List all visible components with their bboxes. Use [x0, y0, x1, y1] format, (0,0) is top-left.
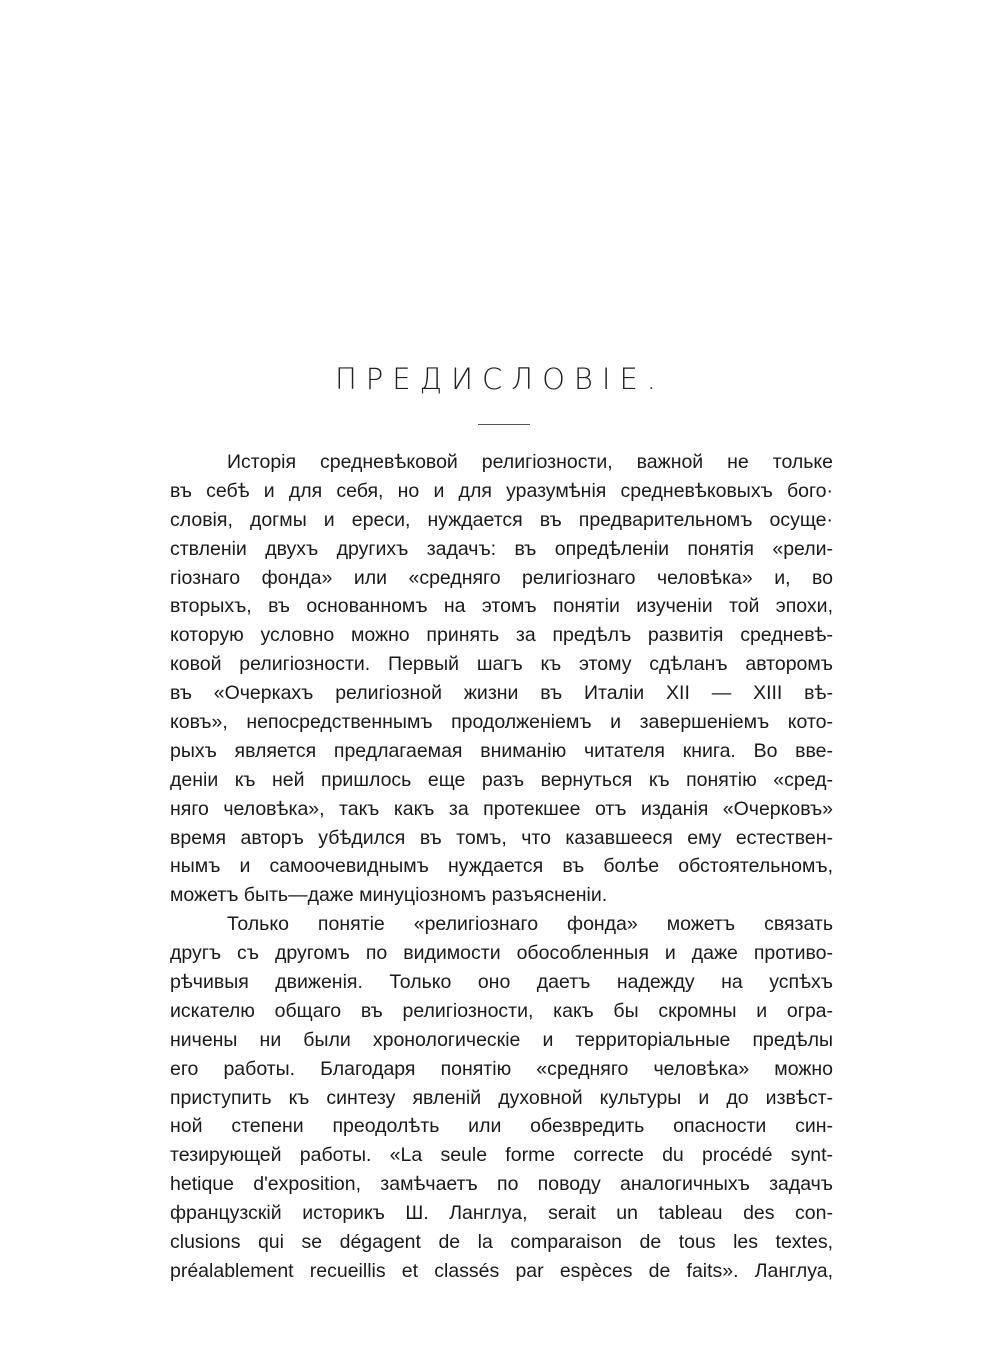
- text-line: французскій историкъ Ш. Ланглуа, serait un tableau des con-: [170, 1202, 833, 1225]
- text-line: словія, догмы и ереси, нуждается въ предварительномъ осуще·: [170, 508, 833, 531]
- text-line: въ себѣ и для себя, но и для уразумѣнія средневѣковыхъ бого·: [170, 479, 833, 502]
- text-line: которую условно можно принять за предѣлъ развитія средневѣ-: [170, 624, 833, 647]
- text-line: clusions qui se dégagent de la comparaison de tous les textes,: [170, 1231, 833, 1254]
- text-line: ничены ни были хронологическіе и территоріальные предѣлы: [170, 1028, 833, 1051]
- text-line: время авторъ убѣдился въ томъ, что казавшееся ему естествен-: [170, 826, 833, 849]
- text-line: нымъ и самоочевиднымъ нуждается въ болѣе обстоятельномъ,: [170, 855, 833, 878]
- text-line: приступить къ синтезу явленій духовной культуры и до извѣст-: [170, 1086, 833, 1109]
- text-line: няго человѣка», такъ какъ за протекшее отъ изданія «Очерковъ»: [170, 797, 833, 820]
- text-line: Только понятіе «религіознаго фонда» можетъ связать: [227, 913, 833, 936]
- text-line: можетъ быть—даже минуціозномъ разъясненіи.: [170, 884, 608, 907]
- text-line: Исторія средневѣковой религіозности, важной не тольке: [227, 451, 833, 473]
- text-line: тезирующей работы. «La seule forme correcte du procédé synt-: [170, 1144, 833, 1167]
- text-line: вторыхъ, въ основанномъ на этомъ понятіи изученіи той эпохи,: [170, 595, 833, 618]
- text-line: его работы. Благодаря понятію «средняго человѣка» можно: [170, 1057, 833, 1080]
- text-line: рыхъ является предлагаемая вниманію читателя книга. Во вве-: [170, 739, 833, 762]
- text-line: въ «Очеркахъ религіозной жизни въ Италіи XII — XIII вѣ-: [170, 682, 833, 705]
- text-line: ковъ», непосредственнымъ продолженіемъ и завершеніемъ кото-: [170, 711, 833, 734]
- text-line: hetique d'exposition, замѣчаетъ по поводу аналогичныхъ задачъ: [170, 1173, 833, 1196]
- text-line: préalablement recueillis et classés par espèces de faits». Ланглуа,: [170, 1259, 833, 1282]
- page-title: ПРЕДИСЛОВІЕ.: [335, 362, 665, 396]
- text-line: другъ съ другомъ по видимости обособленныя и даже противо-: [170, 942, 833, 965]
- text-line: деніи къ ней пришлось еще разъ вернуться къ понятію «сред-: [170, 768, 833, 791]
- text-line: ствленіи двухъ другихъ задачъ: въ опредѣленіи понятія «рели-: [170, 537, 833, 560]
- text-line: ковой религіозности. Первый шагъ къ этому сдѣланъ авторомъ: [170, 653, 833, 676]
- text-line: рѣчивыя движенія. Только оно даетъ надежду на успѣхъ: [170, 971, 833, 994]
- body-text: [170, 448, 833, 1286]
- text-line: искателю общаго въ религіозности, какъ бы скромны и огра-: [170, 999, 833, 1022]
- text-line: ной степени преодолѣть или обезвредить опасности син-: [170, 1115, 833, 1138]
- title-divider: [478, 424, 530, 425]
- text-line: гіознаго фонда» или «средняго религіознаго человѣка» и, во: [170, 566, 833, 589]
